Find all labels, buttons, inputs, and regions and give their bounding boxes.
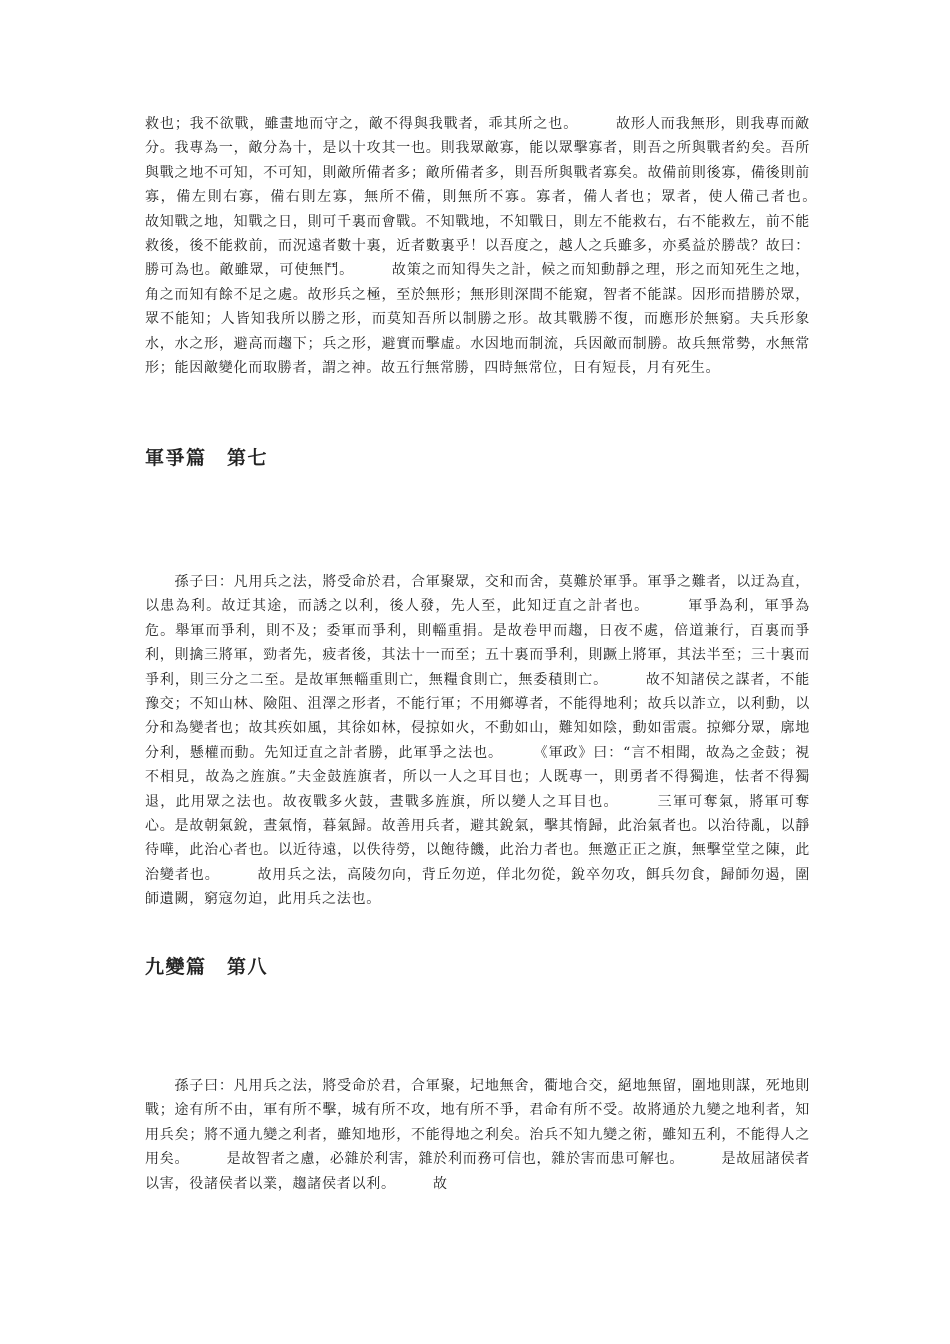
chapter-7-heading: 軍爭篇 第七 <box>145 447 269 469</box>
chapter-8-heading: 九變篇 第八 <box>145 956 269 978</box>
chapter-8-body-text: 孫子曰：凡用兵之法，將受命於君，合軍聚，圮地無舍，衢地合交，絕地無留，圍地則謀，死地則戰；途有所不由，軍有所不擊，城有所不攻，地有所不爭，君命有所不受。故將通於九變之地利者，知用兵矣；將不通九變之利者，雖知地形，不能得地之利矣。治兵不知九變之術，雖知五利，不能得人之用矣。 是故智者之慮，必雜於利害，雜於利而務可信也，雜於害而患可解也。 是故屈諸侯者以害，役諸侯者以業，趨諸侯者以利。 故 <box>145 1078 810 1192</box>
chapter-6-continuation-text: 救也；我不欲戰，雖畫地而守之，敵不得與我戰者，乖其所之也。 故形人而我無形，則我專而敵分。我專為一，敵分為十，是以十攻其一也。則我眾敵寡，能以眾擊寡者，則吾之所與戰者約矣。吾所與戰之地不可知，不可知，則敵所備者多；敵所備者多，則吾所與戰者寡矣。故備前則後寡，備後則前寡，備左則右寡，備右則左寡，無所不備，則無所不寡。寡者，備人者也；眾者，使人備己者也。 故知戰之地，知戰之日，則可千裏而會戰。不知戰地，不知戰日，則左不能救右，右不能救左，前不能救後，後不能救前，而況遠者數十裏，近者數裏乎！以吾度之，越人之兵雖多，亦奚益於勝哉？故曰：勝可為也。敵雖眾，可使無鬥。 故策之而知得失之計，候之而知動靜之理，形之而知死生之地，角之而知有餘不足之處。故形兵之極，至於無形；無形則深間不能窺，智者不能謀。因形而措勝於眾，眾不能知；人皆知我所以勝之形，而莫知吾所以制勝之形。故其戰勝不復，而應形於無窮。夫兵形象水，水之形，避高而趨下；兵之形，避實而擊虛。水因地而制流，兵因敵而制勝。故兵無常勢，水無常形；能因敵變化而取勝者，謂之神。故五行無常勝，四時無常位，日有短長，月有死生。 <box>145 116 855 377</box>
chapter-7-body-text: 孫子曰：凡用兵之法，將受命於君，合軍聚眾，交和而舍，莫難於軍爭。軍爭之難者，以迂為直，以患為利。故迂其途，而誘之以利，後人發，先人至，此知迂直之計者也。 軍爭為利，軍爭為危。舉軍而爭利，則不及；委軍而爭利，則輜重捐。是故卷甲而趨，日夜不處，倍道兼行，百裏而爭利，則擒三將軍，勁者先，疲者後，其法十一而至；五十裏而爭利，則蹶上將軍，其法半至；三十裏而爭利，則三分之二至。是故軍無輜重則亡，無糧食則亡，無委積則亡。 故不知諸侯之謀者，不能豫交；不知山林、險阻、沮澤之形者，不能行軍；不用鄉導者，不能得地利；故兵以詐立，以利動，以分和為變者也；故其疾如風，其徐如林，侵掠如火，不動如山，難知如陰，動如雷震。掠鄉分眾，廓地分利，懸權而動。先知迂直之計者勝，此軍爭之法也。 《軍政》曰：“言不相聞，故為之金鼓；視不相見，故為之旌旗。”夫金鼓旌旗者，所以一人之耳目也；人既專一，則勇者不得獨進，怯者不得獨退，此用眾之法也。故夜戰多火鼓，晝戰多旌旗，所以變人之耳目也。 三軍可奪氣，將軍可奪心。是故朝氣銳，晝氣惰，暮氣歸。故善用兵者，避其銳氣，擊其惰歸，此治氣者也。以治待亂，以靜待嘩，此治心者也。以近待遠，以佚待勞，以飽待饑，此治力者也。無邀正正之旗，無擊堂堂之陳，此治變者也。 故用兵之法，高陵勿向，背丘勿逆，佯北勿從，銳卒勿攻，餌兵勿食，歸師勿遏，圍師遺闕，窮寇勿迫，此用兵之法也。 <box>145 574 810 908</box>
